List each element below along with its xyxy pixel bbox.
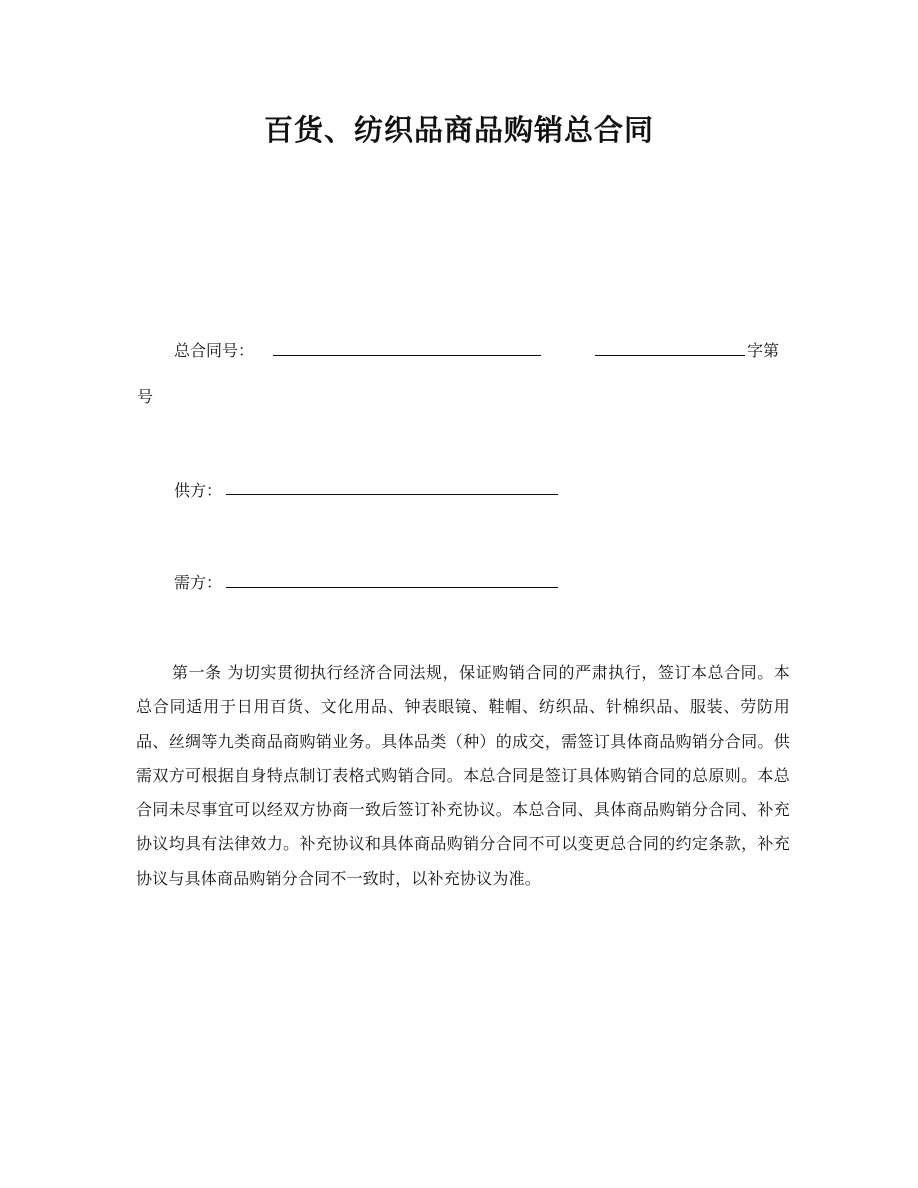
buyer-label: 需方： (174, 573, 223, 592)
buyer-field[interactable] (226, 587, 558, 588)
contract-number-field[interactable] (273, 355, 541, 356)
word-number-field[interactable] (595, 355, 745, 356)
supplier-label: 供方： (174, 481, 223, 500)
number-suffix: 号 (137, 387, 154, 406)
word-number-suffix: 字第 (747, 341, 780, 360)
supplier-field[interactable] (226, 494, 558, 495)
contract-number-label: 总合同号： (174, 341, 255, 360)
document-title: 百货、纺织品商品购销总合同 (263, 113, 654, 147)
article-1-paragraph: 第一条 为切实贯彻执行经济合同法规，保证购销合同的严肃执行，签订本总合同。本总合同适用于日用百货、文化用品、钟表眼镜、鞋帽、纺织品、针棉织品、服装、劳防用品、丝绸等九类商品商购销业务。具体品类（种）的成交，需签订具体商品购销分合同。供需双方可根据自身特点制订表格式购销合同。本总合同是签订具体购销合同的总原则。本总合同未尽事宜可以经双方协商一致后签订补充协议。本总合同、具体商品购销分合同、补充协议均具有法律效力。补充协议和具体商品购销分合同不可以变更总合同的约定条款，补充协议与具体商品购销分合同不一致时，以补充协议为准。 (136, 663, 790, 888)
